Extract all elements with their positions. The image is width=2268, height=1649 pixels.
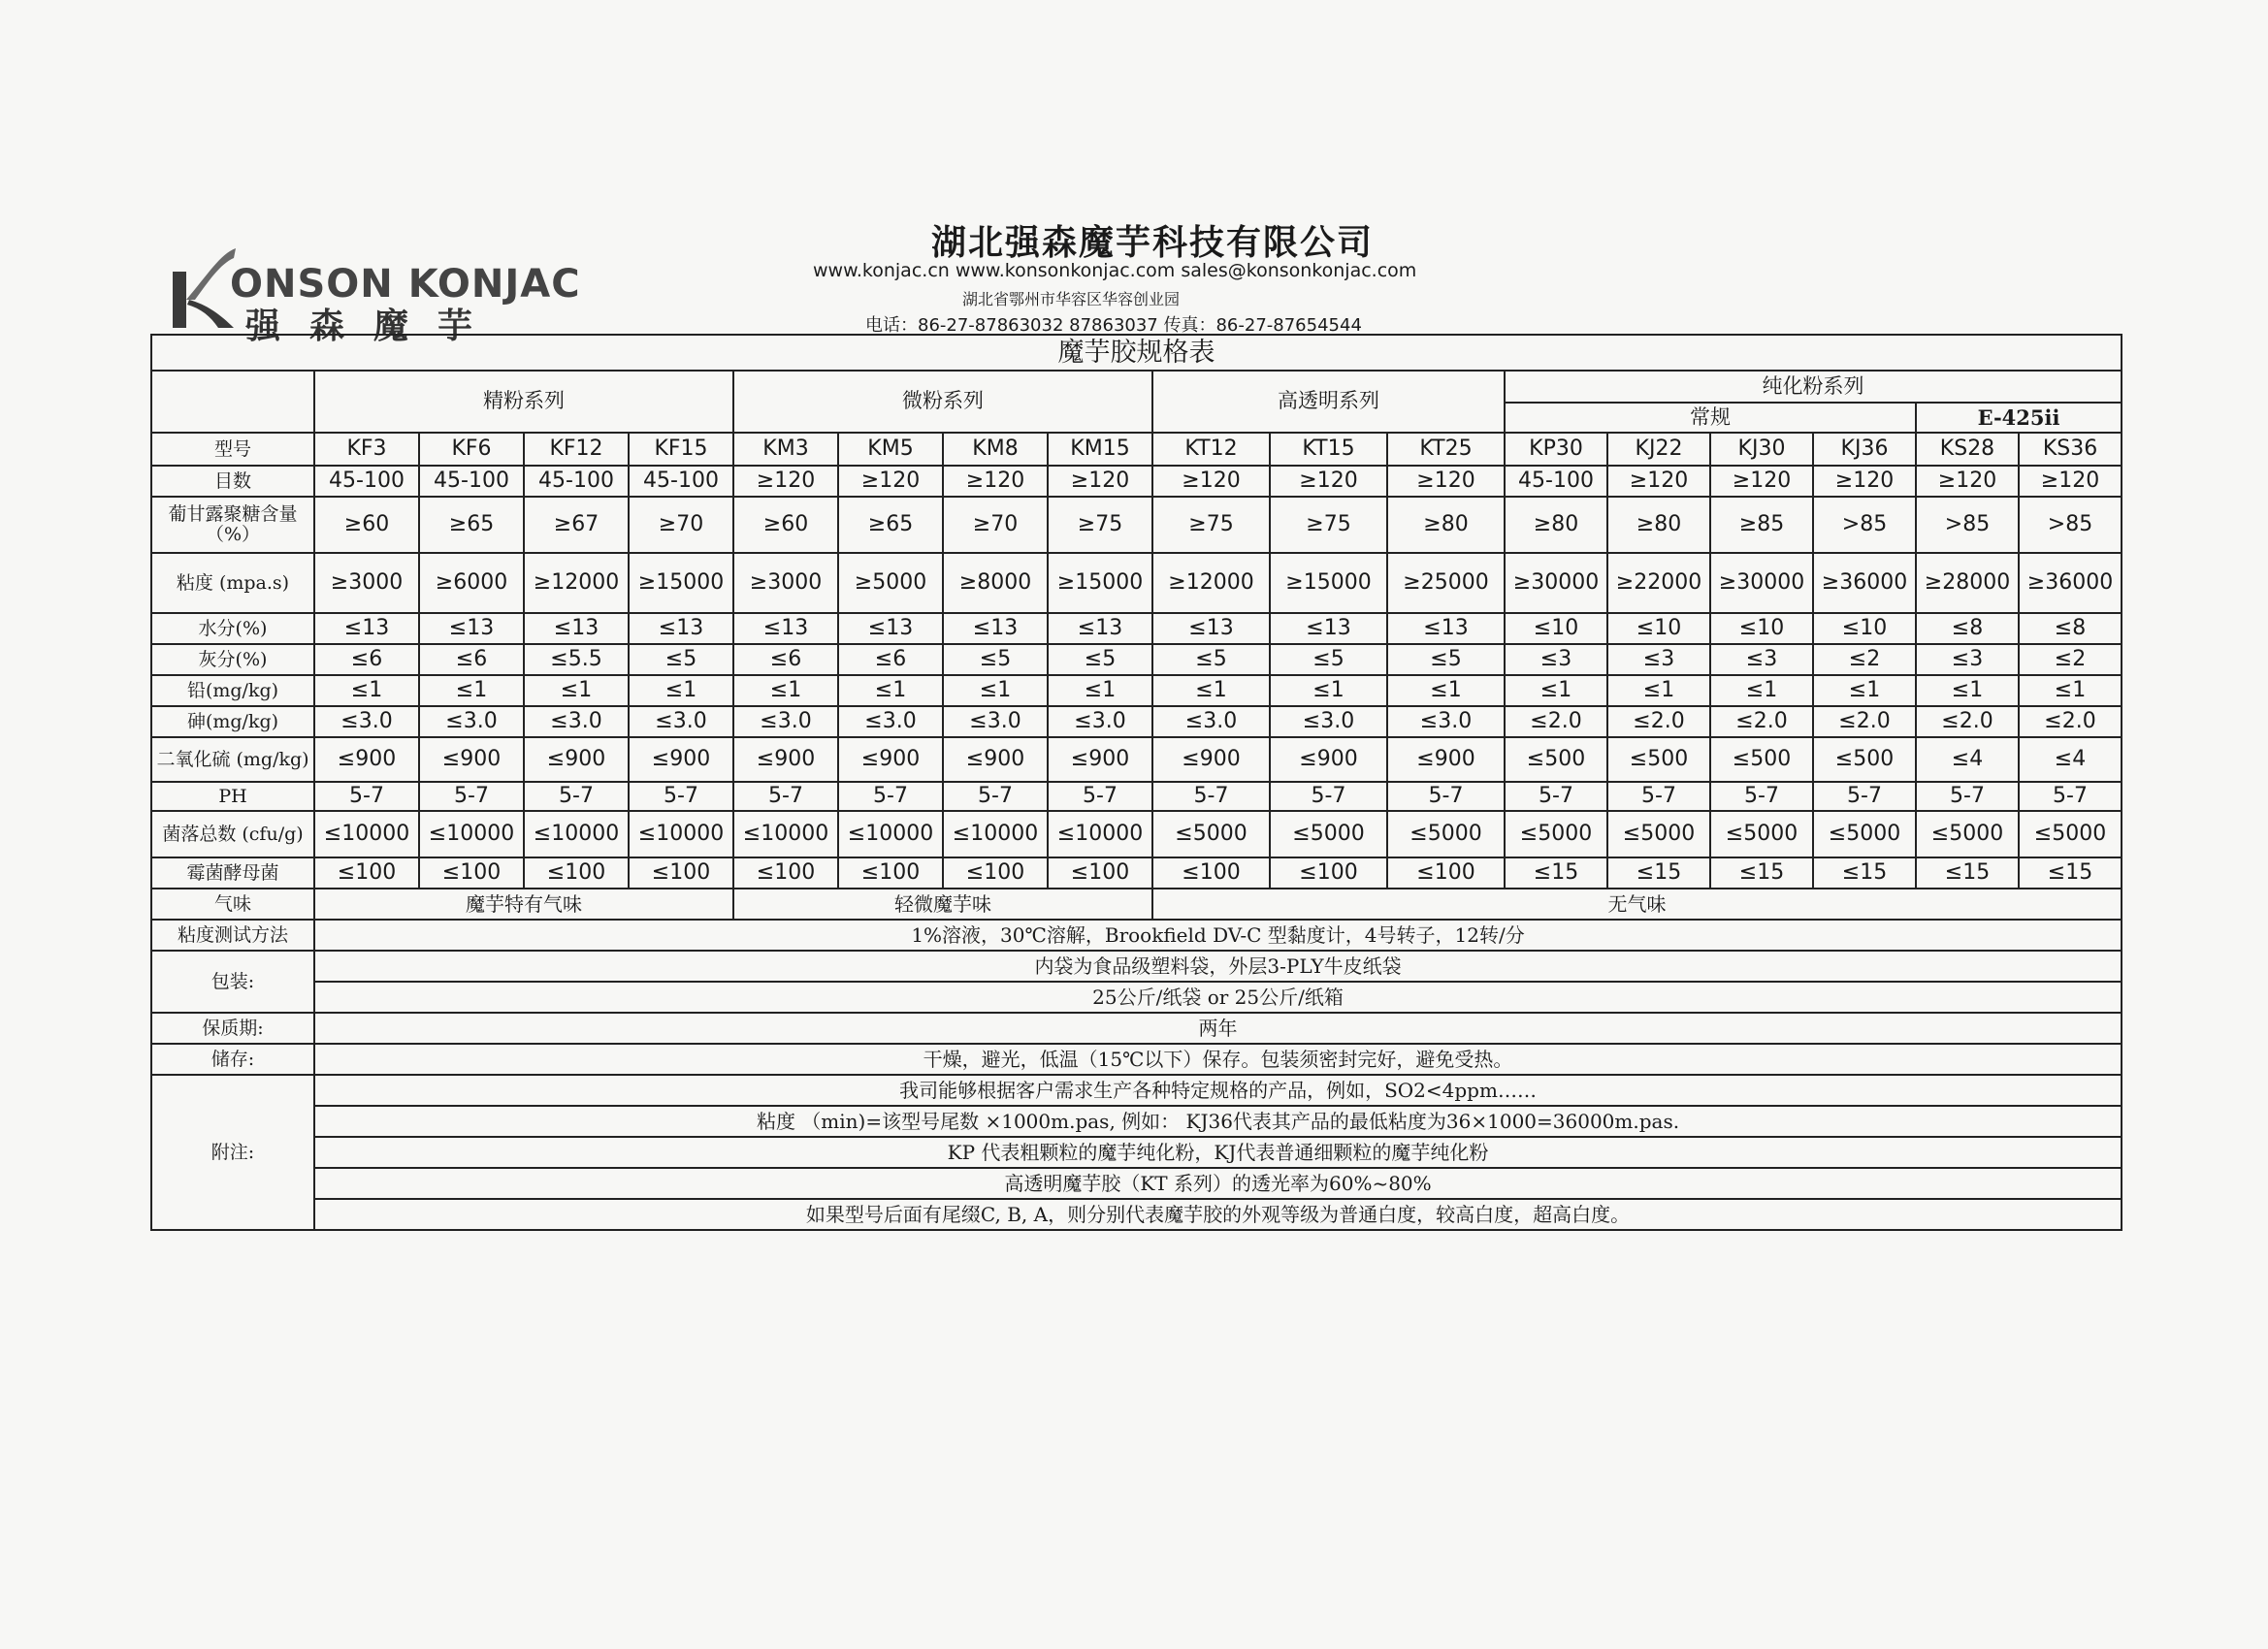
- spec-row-label: 砷(mg/kg): [151, 706, 314, 737]
- note-line-3: KP 代表粗颗粒的魔芋纯化粉，KJ代表普通细颗粒的魔芋纯化粉: [314, 1137, 2122, 1168]
- spec-cell: ≤13: [1152, 613, 1270, 644]
- spec-cell: ≤5: [1152, 644, 1270, 675]
- spec-cell: ≤100: [733, 857, 838, 889]
- spec-cell: ≥25000: [1387, 553, 1505, 613]
- spec-cell: ≤13: [1387, 613, 1505, 644]
- spec-cell: ≥65: [419, 497, 524, 553]
- notes-label: 附注:: [151, 1075, 314, 1230]
- spec-cell: ≥67: [524, 497, 629, 553]
- spec-cell: ≥70: [943, 497, 1048, 553]
- spec-cell: ≤900: [733, 737, 838, 782]
- spec-cell: ≤3.0: [1152, 706, 1270, 737]
- spec-row: [151, 737, 2122, 782]
- spec-cell: ≤15: [1916, 857, 2019, 889]
- spec-cell: ≤500: [1710, 737, 1813, 782]
- spec-row-label: 菌落总数 (cfu/g): [151, 811, 314, 857]
- spec-cell: 45-100: [419, 466, 524, 497]
- spec-cell: ≤500: [1505, 737, 1607, 782]
- spec-cell: ≥120: [838, 466, 943, 497]
- spec-cell: 5-7: [524, 782, 629, 811]
- spec-cell: ≥80: [1505, 497, 1607, 553]
- spec-cell: 5-7: [943, 782, 1048, 811]
- spec-row: [151, 553, 2122, 613]
- spec-cell: ≤3: [1607, 644, 1710, 675]
- spec-row: [151, 811, 2122, 857]
- spec-cell: ≤1: [1387, 675, 1505, 706]
- spec-cell: ≤3: [1710, 644, 1813, 675]
- spec-cell: 45-100: [524, 466, 629, 497]
- website-line: www.konjac.cn www.konsonkonjac.com sales@konsonkonjac.com: [813, 260, 1417, 281]
- spec-cell: ≤1: [2019, 675, 2122, 706]
- spec-cell: ≤1: [419, 675, 524, 706]
- spec-row: [151, 857, 2122, 889]
- spec-cell: ≤8: [2019, 613, 2122, 644]
- spec-cell: ≤1: [1152, 675, 1270, 706]
- spec-cell: ≥6000: [419, 553, 524, 613]
- spec-cell: ≤100: [629, 857, 733, 889]
- spec-cell: KT12: [1152, 433, 1270, 466]
- odor-kf: 魔芋特有气味: [314, 889, 733, 920]
- spec-cell: ≤3.0: [524, 706, 629, 737]
- spec-cell: ≤5: [943, 644, 1048, 675]
- spec-cell: ≤3.0: [314, 706, 419, 737]
- spec-cell: ≥3000: [314, 553, 419, 613]
- spec-cell: ≥30000: [1505, 553, 1607, 613]
- packing-label: 包装:: [151, 951, 314, 1013]
- spec-cell: 45-100: [1505, 466, 1607, 497]
- spec-cell: 5-7: [1270, 782, 1387, 811]
- spec-cell: ≤6: [314, 644, 419, 675]
- odor-rest: 无气味: [1152, 889, 2122, 920]
- spec-cell: ≥8000: [943, 553, 1048, 613]
- spec-cell: ≥12000: [1152, 553, 1270, 613]
- spec-cell: ≤8: [1916, 613, 2019, 644]
- packing-line-2: 25公斤/纸袋 or 25公斤/纸箱: [314, 982, 2122, 1013]
- spec-cell: 5-7: [838, 782, 943, 811]
- spec-cell: ≤100: [1152, 857, 1270, 889]
- spec-cell: KS36: [2019, 433, 2122, 466]
- spec-cell: ≤15: [1607, 857, 1710, 889]
- spec-cell: ≥28000: [1916, 553, 2019, 613]
- spec-cell: ≥60: [733, 497, 838, 553]
- spec-cell: ≤1: [1270, 675, 1387, 706]
- spec-cell: ≤10000: [838, 811, 943, 857]
- odor-label: 气味: [151, 889, 314, 920]
- spec-cell: ≤3.0: [419, 706, 524, 737]
- spec-cell: ≤5000: [1916, 811, 2019, 857]
- spec-cell: ≤5000: [1152, 811, 1270, 857]
- spec-cell: ≥75: [1048, 497, 1152, 553]
- series-kt: 高透明系列: [1152, 371, 1505, 433]
- spec-cell: ≥30000: [1710, 553, 1813, 613]
- spec-cell: ≥5000: [838, 553, 943, 613]
- spec-cell: ≤1: [1607, 675, 1710, 706]
- spec-cell: ≤3.0: [943, 706, 1048, 737]
- spec-cell: ≥15000: [1048, 553, 1152, 613]
- spec-cell: ≤5: [629, 644, 733, 675]
- spec-cell: ≤4: [2019, 737, 2122, 782]
- spec-cell: 5-7: [1813, 782, 1916, 811]
- spec-cell: ≥60: [314, 497, 419, 553]
- spec-cell: KM3: [733, 433, 838, 466]
- spec-row-label: 葡甘露聚糖含量（%）: [151, 497, 314, 553]
- spec-cell: ≤5000: [1813, 811, 1916, 857]
- header-corner: [151, 371, 314, 433]
- table-title: 魔芋胶规格表: [151, 335, 2122, 371]
- spec-row-label: 型号: [151, 433, 314, 466]
- spec-cell: ≤10000: [1048, 811, 1152, 857]
- spec-cell: KJ22: [1607, 433, 1710, 466]
- spec-cell: ≤900: [314, 737, 419, 782]
- spec-cell: ≤1: [838, 675, 943, 706]
- spec-cell: ≥75: [1270, 497, 1387, 553]
- spec-cell: ≤2.0: [1607, 706, 1710, 737]
- spec-cell: ≥65: [838, 497, 943, 553]
- spec-cell: ≤5: [1270, 644, 1387, 675]
- series-e425: E-425ii: [1916, 403, 2122, 433]
- spec-cell: ≤900: [629, 737, 733, 782]
- spec-cell: 5-7: [1387, 782, 1505, 811]
- spec-cell: ≤3.0: [629, 706, 733, 737]
- spec-cell: ≤900: [943, 737, 1048, 782]
- spec-cell: ≤1: [943, 675, 1048, 706]
- spec-cell: 5-7: [733, 782, 838, 811]
- method-text: 1%溶液，30℃溶解，Brookfield DV-C 型黏度计，4号转子，12转/分: [314, 920, 2122, 951]
- note-line-2: 粘度 （min)=该型号尾数 ×1000m.pas, 例如： KJ36代表其产品的最低粘度为36×1000=36000m.pas.: [314, 1106, 2122, 1137]
- spec-cell: ≤1: [524, 675, 629, 706]
- packing-line-1: 内袋为食品级塑料袋，外层3-PLY牛皮纸袋: [314, 951, 2122, 982]
- spec-row-label: 水分(%): [151, 613, 314, 644]
- spec-cell: KF3: [314, 433, 419, 466]
- series-regular: 常规: [1505, 403, 1916, 433]
- spec-cell: ≥12000: [524, 553, 629, 613]
- spec-cell: ≥120: [943, 466, 1048, 497]
- spec-cell: ≤5: [1387, 644, 1505, 675]
- spec-cell: 5-7: [629, 782, 733, 811]
- spec-cell: ≤10: [1710, 613, 1813, 644]
- method-label: 粘度测试方法: [151, 920, 314, 951]
- spec-cell: 5-7: [1710, 782, 1813, 811]
- spec-cell: ≤1: [733, 675, 838, 706]
- spec-row: [151, 466, 2122, 497]
- storage-text: 干燥，避光，低温（15℃以下）保存。包装须密封完好，避免受热。: [314, 1044, 2122, 1075]
- spec-cell: ≥15000: [629, 553, 733, 613]
- spec-cell: ≤2.0: [1710, 706, 1813, 737]
- spec-cell: ≤500: [1813, 737, 1916, 782]
- spec-cell: 45-100: [629, 466, 733, 497]
- spec-cell: ≤3: [1505, 644, 1607, 675]
- spec-cell: ≤5: [1048, 644, 1152, 675]
- konson-k-logo-icon: [170, 244, 238, 332]
- spec-cell: >85: [1916, 497, 2019, 553]
- spec-cell: KF12: [524, 433, 629, 466]
- spec-cell: ≤500: [1607, 737, 1710, 782]
- spec-cell: ≥120: [1048, 466, 1152, 497]
- spec-cell: ≤100: [524, 857, 629, 889]
- spec-cell: ≤5000: [1505, 811, 1607, 857]
- spec-cell: KT25: [1387, 433, 1505, 466]
- spec-cell: ≤2: [2019, 644, 2122, 675]
- spec-cell: ≤1: [314, 675, 419, 706]
- spec-cell: ≤1: [1048, 675, 1152, 706]
- storage-label: 储存:: [151, 1044, 314, 1075]
- spec-cell: ≤5000: [1387, 811, 1505, 857]
- spec-cell: ≥15000: [1270, 553, 1387, 613]
- spec-cell: ≥80: [1607, 497, 1710, 553]
- spec-cell: ≤10000: [943, 811, 1048, 857]
- spec-row: [151, 433, 2122, 466]
- spec-cell: ≤13: [419, 613, 524, 644]
- spec-cell: KF15: [629, 433, 733, 466]
- spec-cell: ≥36000: [1813, 553, 1916, 613]
- spec-cell: ≤3.0: [1387, 706, 1505, 737]
- spec-sheet: [150, 334, 2113, 1231]
- spec-cell: ≤5000: [1270, 811, 1387, 857]
- spec-cell: ≤13: [629, 613, 733, 644]
- spec-row-label: 粘度 (mpa.s): [151, 553, 314, 613]
- spec-cell: ≥120: [1607, 466, 1710, 497]
- spec-cell: KM15: [1048, 433, 1152, 466]
- spec-row-label: 二氧化硫 (mg/kg): [151, 737, 314, 782]
- spec-cell: ≤900: [838, 737, 943, 782]
- spec-cell: ≤13: [733, 613, 838, 644]
- spec-cell: ≤1: [1505, 675, 1607, 706]
- spec-cell: ≤10: [1607, 613, 1710, 644]
- note-line-1: 我司能够根据客户需求生产各种特定规格的产品，例如，SO2<4ppm……: [314, 1075, 2122, 1106]
- note-line-4: 高透明魔芋胶（KT 系列）的透光率为60%~80%: [314, 1168, 2122, 1199]
- spec-cell: 5-7: [2019, 782, 2122, 811]
- spec-row-label: 目数: [151, 466, 314, 497]
- series-kf: 精粉系列: [314, 371, 733, 433]
- spec-cell: ≤2.0: [1813, 706, 1916, 737]
- spec-cell: 45-100: [314, 466, 419, 497]
- spec-cell: ≥75: [1152, 497, 1270, 553]
- spec-cell: ≤2.0: [1916, 706, 2019, 737]
- spec-row: [151, 497, 2122, 553]
- spec-cell: ≥120: [1387, 466, 1505, 497]
- spec-cell: ≤3.0: [1048, 706, 1152, 737]
- note-line-5: 如果型号后面有尾缀C, B, A，则分别代表魔芋胶的外观等级为普通白度，较高白度，超高白度。: [314, 1199, 2122, 1230]
- spec-cell: ≤10000: [314, 811, 419, 857]
- spec-cell: ≤15: [1710, 857, 1813, 889]
- spec-cell: ≥36000: [2019, 553, 2122, 613]
- spec-cell: ≤13: [838, 613, 943, 644]
- spec-cell: ≤2: [1813, 644, 1916, 675]
- spec-cell: KJ30: [1710, 433, 1813, 466]
- spec-cell: ≥120: [1916, 466, 2019, 497]
- spec-cell: ≤100: [943, 857, 1048, 889]
- spec-row: [151, 706, 2122, 737]
- spec-cell: ≤100: [1387, 857, 1505, 889]
- spec-cell: ≥120: [1270, 466, 1387, 497]
- spec-cell: ≥120: [733, 466, 838, 497]
- spec-cell: ≤6: [733, 644, 838, 675]
- spec-cell: KJ36: [1813, 433, 1916, 466]
- odor-km: 轻微魔芋味: [733, 889, 1152, 920]
- logo-text-cn: 强森魔芋: [245, 306, 502, 346]
- spec-cell: 5-7: [314, 782, 419, 811]
- spec-cell: ≤3.0: [1270, 706, 1387, 737]
- spec-cell: ≤100: [419, 857, 524, 889]
- spec-cell: ≤10: [1813, 613, 1916, 644]
- spec-cell: ≤10000: [524, 811, 629, 857]
- spec-cell: ≤13: [1048, 613, 1152, 644]
- spec-cell: ≥120: [1813, 466, 1916, 497]
- spec-cell: ≤10000: [419, 811, 524, 857]
- spec-cell: ≤900: [1152, 737, 1270, 782]
- spec-cell: ≤900: [524, 737, 629, 782]
- spec-cell: 5-7: [419, 782, 524, 811]
- spec-cell: ≤3.0: [838, 706, 943, 737]
- spec-cell: ≤10: [1505, 613, 1607, 644]
- company-name: 湖北强森魔芋科技有限公司: [931, 222, 1375, 263]
- shelf-label: 保质期:: [151, 1013, 314, 1044]
- spec-cell: ≤1: [1710, 675, 1813, 706]
- spec-cell: ≥80: [1387, 497, 1505, 553]
- spec-cell: ≤6: [838, 644, 943, 675]
- spec-cell: ≤4: [1916, 737, 2019, 782]
- logo-text-en: ONSON KONJAC: [230, 262, 581, 307]
- spec-row-label: 灰分(%): [151, 644, 314, 675]
- spec-cell: ≤13: [524, 613, 629, 644]
- series-pure: 纯化粉系列: [1505, 371, 2122, 403]
- spec-cell: ≤900: [1048, 737, 1152, 782]
- spec-cell: ≤100: [838, 857, 943, 889]
- shelf-text: 两年: [314, 1013, 2122, 1044]
- spec-cell: ≤10000: [629, 811, 733, 857]
- spec-cell: KM5: [838, 433, 943, 466]
- spec-cell: ≤10000: [733, 811, 838, 857]
- spec-cell: >85: [1813, 497, 1916, 553]
- spec-cell: ≤13: [1270, 613, 1387, 644]
- spec-cell: ≥22000: [1607, 553, 1710, 613]
- spec-cell: ≤1: [629, 675, 733, 706]
- spec-cell: KM8: [943, 433, 1048, 466]
- spec-cell: ≤1: [1916, 675, 2019, 706]
- spec-cell: 5-7: [1505, 782, 1607, 811]
- spec-cell: ≤1: [1813, 675, 1916, 706]
- spec-cell: ≤15: [1505, 857, 1607, 889]
- spec-cell: ≤900: [1387, 737, 1505, 782]
- spec-cell: KF6: [419, 433, 524, 466]
- spec-cell: KS28: [1916, 433, 2019, 466]
- spec-cell: ≤5000: [2019, 811, 2122, 857]
- spec-cell: ≤5000: [1710, 811, 1813, 857]
- spec-row: [151, 644, 2122, 675]
- spec-row: [151, 675, 2122, 706]
- spec-cell: 5-7: [1048, 782, 1152, 811]
- series-km: 微粉系列: [733, 371, 1152, 433]
- spec-cell: ≥120: [1152, 466, 1270, 497]
- spec-row: [151, 782, 2122, 811]
- spec-cell: ≤100: [314, 857, 419, 889]
- spec-cell: 5-7: [1916, 782, 2019, 811]
- spec-cell: 5-7: [1152, 782, 1270, 811]
- phone-line: 电话：86-27-87863032 87863037 传真：86-27-87654544: [865, 315, 1362, 336]
- spec-row: [151, 613, 2122, 644]
- spec-cell: ≤15: [1813, 857, 1916, 889]
- spec-cell: ≤3: [1916, 644, 2019, 675]
- company-logo: [170, 244, 581, 346]
- spec-cell: ≤2.0: [2019, 706, 2122, 737]
- spec-cell: ≤13: [943, 613, 1048, 644]
- spec-cell: ≤15: [2019, 857, 2122, 889]
- spec-cell: ≤6: [419, 644, 524, 675]
- spec-cell: >85: [2019, 497, 2122, 553]
- spec-row-label: PH: [151, 782, 314, 811]
- spec-cell: ≤100: [1048, 857, 1152, 889]
- spec-cell: ≤2.0: [1505, 706, 1607, 737]
- spec-cell: ≥85: [1710, 497, 1813, 553]
- spec-cell: ≤900: [1270, 737, 1387, 782]
- spec-cell: ≤100: [1270, 857, 1387, 889]
- spec-cell: KT15: [1270, 433, 1387, 466]
- spec-cell: ≥120: [1710, 466, 1813, 497]
- spec-cell: ≥120: [2019, 466, 2122, 497]
- spec-cell: KP30: [1505, 433, 1607, 466]
- spec-cell: ≥70: [629, 497, 733, 553]
- address-line: 湖北省鄂州市华容区华容创业园: [962, 290, 1181, 308]
- spec-cell: ≤13: [314, 613, 419, 644]
- spec-row-label: 铅(mg/kg): [151, 675, 314, 706]
- spec-cell: 5-7: [1607, 782, 1710, 811]
- spec-cell: ≤3.0: [733, 706, 838, 737]
- spec-table: [150, 334, 2122, 1231]
- spec-row-label: 霉菌酵母菌: [151, 857, 314, 889]
- spec-cell: ≤900: [419, 737, 524, 782]
- spec-cell: ≤5.5: [524, 644, 629, 675]
- spec-cell: ≤5000: [1607, 811, 1710, 857]
- spec-cell: ≥3000: [733, 553, 838, 613]
